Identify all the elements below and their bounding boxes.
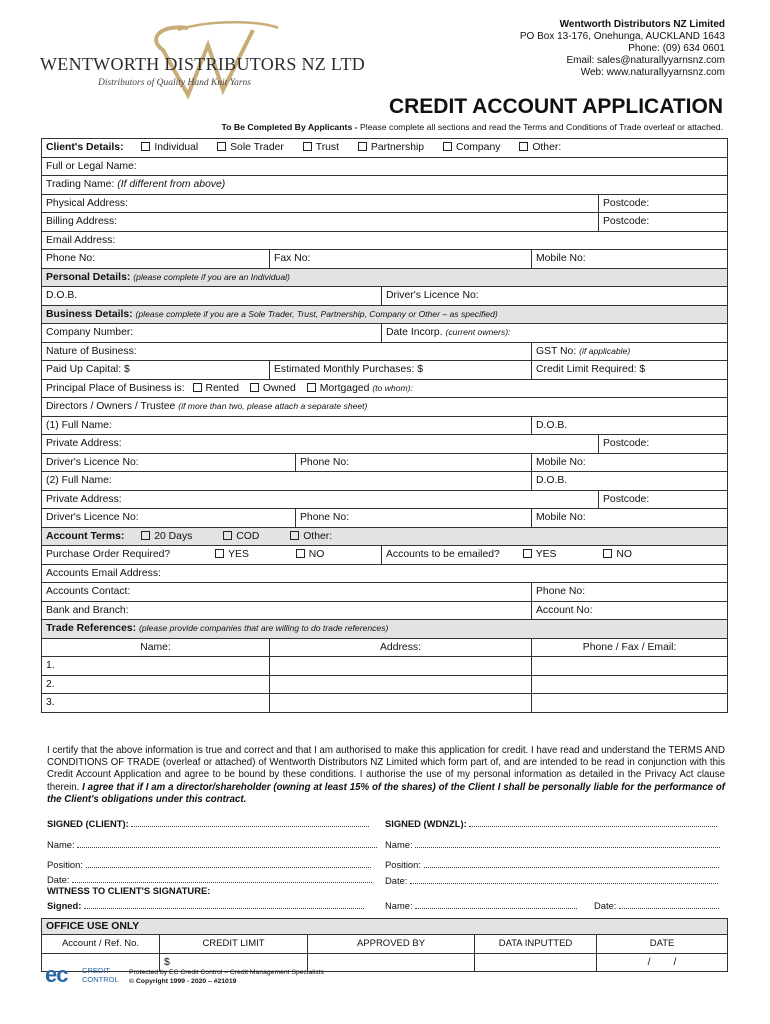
office-col-date-label: DATE [649,938,675,950]
trading-name-field[interactable] [42,176,728,195]
client-option-trust[interactable]: Trust [303,142,339,153]
instructions-bold: To Be Completed By Applicants - [221,122,360,132]
credit-limit-label: Credit Limit Required: $ [536,364,646,376]
director2-postcode-field[interactable] [599,490,728,509]
emailed-yes-checkbox[interactable]: YES [523,549,557,560]
mortgaged-checkbox[interactable]: Mortgaged [307,383,370,394]
physical-postcode-field[interactable] [599,194,728,213]
directors-row [42,398,728,417]
office-data-value[interactable] [475,953,597,972]
trade-ref-1-name[interactable] [42,657,270,676]
account-number-field[interactable] [532,601,728,620]
director1-dob-field[interactable] [532,416,728,435]
director2-licence-field[interactable] [42,509,296,528]
witness-signed-line[interactable] [84,899,364,909]
trade-ref-1-address[interactable] [270,657,532,676]
email-field[interactable] [42,231,728,250]
client-position-label: Position: [47,859,83,870]
office-col-approved-label: APPROVED BY [356,938,426,950]
trading-name-note: (If different from above) [117,179,226,191]
trade-ref-3-address[interactable] [270,694,532,713]
director1-mobile-label: Mobile No: [536,456,586,468]
witness-date-line[interactable] [619,899,719,909]
ec-logo-control: CONTROL [82,975,119,984]
director1-name-label: (1) Full Name: [46,419,112,431]
company-phone: Phone: (09) 634 0601 [628,43,725,54]
signed-wdnzl-label: SIGNED (WDNZL): [385,818,467,829]
office-col-approved [308,935,475,954]
director1-address-field[interactable] [42,435,599,454]
footer-text [129,968,324,986]
client-option-other[interactable]: Other: [519,142,561,153]
office-approved-value[interactable] [308,953,475,972]
trade-ref-1-number: 1. [46,660,55,672]
director1-dob-label: D.O.B. [536,419,568,431]
instructions-text: Please complete all sections and read the Terms and Conditions of Trade overleaf or attached. [360,122,723,132]
client-date-row [47,873,372,885]
company-logo [38,20,366,100]
est-monthly-label: Estimated Monthly Purchases: $ [274,364,424,376]
accounts-email-label: Accounts Email Address: [46,567,161,579]
ec-logo-credit: CREDIT [82,966,110,975]
director2-dob-field[interactable] [532,472,728,491]
trade-ref-1-contact[interactable] [532,657,728,676]
wdnzl-name-label: Name: [385,839,413,850]
wdnzl-date-label: Date: [385,875,408,886]
witness-signed-label: Signed: [47,900,82,911]
certification-text [47,745,725,806]
director2-address-label: Private Address: [46,493,122,505]
director2-mobile-label: Mobile No: [536,512,586,524]
signed-wdnzl-line[interactable] [469,817,717,827]
form-title: CREDIT ACCOUNT APPLICATION [388,95,723,118]
client-position-line[interactable] [86,858,371,868]
director1-phone-field[interactable] [296,453,532,472]
witness-date-row [594,899,719,911]
office-use-label: OFFICE USE ONLY [46,921,140,932]
trade-ref-3-name[interactable] [42,694,270,713]
account-number-label: Account No: [536,604,593,616]
company-address: PO Box 13-176, Onehunga, AUCKLAND 1643 [519,31,725,42]
witness-name-row [385,899,577,911]
trade-ref-2-contact[interactable] [532,675,728,694]
po-required-label: Purchase Order Required? [46,549,171,561]
signed-client-label: SIGNED (CLIENT): [47,818,129,829]
billing-address-label: Billing Address: [46,216,118,228]
footer-line-1: Protected by EC Credit Control – Credit Management Specialists [129,969,324,976]
signed-client-line[interactable] [131,817,369,827]
billing-address-field[interactable] [42,213,599,232]
bank-branch-field[interactable] [42,601,532,620]
trade-ref-2-address[interactable] [270,675,532,694]
certification-body: I certify that the above information is true and correct and that I am authorised to make this application for credit. I have read and understand the TERMS AND CONDITIONS OF TRADE (overleaf or attached) of Wentworth Distributors NZ Limited which form part of, and are intended to be read in conjunction with this Credit Account Application and agree to be bound by these conditions. I authorise the use of my personal information as detailed in the Privacy Act clause therein. [47,745,725,793]
personal-dob-field[interactable] [42,287,382,306]
office-col-data [475,935,597,954]
trade-col-name-label: Name: [140,641,171,653]
date-incorp-note: (current owners): [445,327,511,338]
terms-other-checkbox[interactable]: Other: [290,531,332,542]
business-note: (please complete if you are a Sole Trader, Trust, Partnership, Company or Other – as specified) [135,308,498,319]
director1-address-label: Private Address: [46,438,122,450]
trade-col-address-label: Address: [379,641,421,653]
office-col-data-label: DATA INPUTTED [498,938,573,950]
personal-label: Personal Details: [46,271,131,283]
trade-ref-3-contact[interactable] [532,694,728,713]
office-use-header [42,919,728,935]
date-incorp-field[interactable] [382,324,728,343]
full-name-field[interactable] [42,157,728,176]
trade-ref-2-name[interactable] [42,675,270,694]
logo-tagline: Distributors of Quality Hand Knit Yarns [98,78,251,88]
trade-refs-note: (please provide companies that are willing to do trade references) [139,623,389,634]
terms-cod-checkbox[interactable]: COD [223,531,259,542]
client-name-label: Name: [47,839,75,850]
director2-phone-field[interactable] [296,509,532,528]
directors-label: Directors / Owners / Trustee [46,401,176,413]
director1-mobile-field[interactable] [532,453,728,472]
fax-field[interactable] [270,250,532,269]
wdnzl-name-row [385,838,720,850]
trade-ref-2-number: 2. [46,678,55,690]
client-type-row [42,139,728,158]
client-position-row [47,858,371,870]
trade-col-name [42,638,270,657]
nature-label: Nature of Business: [46,345,137,357]
wdnzl-date-line[interactable] [410,874,718,884]
trade-refs-header-row [42,620,728,639]
personal-note: (please complete if you are an Individual) [133,271,290,282]
client-date-label: Date: [47,874,70,885]
personal-licence-field[interactable] [382,287,728,306]
office-col-account-label: Account / Ref. No. [61,938,140,950]
directors-note: (if more than two, please attach a separate sheet) [178,401,368,412]
trade-ref-3-number: 3. [46,697,55,709]
personal-licence-label: Driver's Licence No: [386,290,479,302]
accounts-phone-field[interactable] [532,583,728,602]
gst-note: (if applicable) [579,345,631,356]
personal-dob-label: D.O.B. [46,290,78,302]
owned-checkbox[interactable]: Owned [250,383,296,394]
wdnzl-position-label: Position: [385,859,421,870]
physical-postcode-label: Postcode: [603,197,650,209]
emailed-no-checkbox[interactable]: NO [603,549,632,560]
accounts-emailed-row [382,546,728,565]
client-option-individual[interactable]: Individual [141,142,198,153]
client-option-partnership[interactable]: Partnership [358,142,424,153]
office-date-value[interactable] [597,953,728,972]
director2-address-field[interactable] [42,490,599,509]
ec-logo-mark: ec [45,962,68,987]
company-number-label: Company Number: [46,327,134,339]
email-label: Email Address: [46,234,116,246]
trade-refs-label: Trade References: [46,623,137,635]
director2-licence-label: Driver's Licence No: [46,512,139,524]
company-name: Wentworth Distributors NZ Limited [559,19,725,30]
director2-phone-label: Phone No: [300,512,350,524]
director1-postcode-label: Postcode: [603,438,650,450]
client-option-company[interactable]: Company [443,142,500,153]
phone-field[interactable] [42,250,270,269]
date-incorp-label: Date Incorp. [386,327,443,339]
po-required-row [42,546,382,565]
signed-client-row [47,817,369,829]
rented-checkbox[interactable]: Rented [193,383,240,394]
director1-postcode-field[interactable] [599,435,728,454]
accounts-contact-field[interactable] [42,583,532,602]
account-terms-row [42,527,728,546]
po-no-checkbox[interactable]: NO [296,549,325,560]
credit-limit-field[interactable] [532,361,728,380]
main-form [41,138,728,713]
instructions [221,122,723,132]
director2-postcode-label: Postcode: [603,493,650,505]
witness-signed-row [47,899,364,911]
company-number-field[interactable] [42,324,382,343]
terms-20-days-checkbox[interactable]: 20 Days [141,531,192,542]
personal-header-row [42,268,728,287]
director1-licence-label: Driver's Licence No: [46,456,139,468]
accounts-phone-label: Phone No: [536,586,586,598]
footer-line-2: © Copyright 1999 - 2020 – #21019 [129,978,237,985]
accounts-contact-label: Accounts Contact: [46,586,131,598]
nature-field[interactable] [42,342,532,361]
witness-name-label: Name: [385,900,413,911]
office-date-slashes: / / [647,956,677,968]
signed-wdnzl-row [385,817,717,829]
witness-name-line[interactable] [415,899,577,909]
office-col-credit [160,935,308,954]
director1-name-field[interactable] [42,416,532,435]
billing-postcode-label: Postcode: [603,216,650,228]
client-option-sole-trader[interactable]: Sole Trader [217,142,284,153]
wdnzl-date-row [385,874,718,886]
trade-col-contact [532,638,728,657]
office-col-account [42,935,160,954]
accounts-emailed-label: Accounts to be emailed? [386,549,500,561]
capital-label: Paid Up Capital: $ [46,364,130,376]
gst-label: GST No: [536,345,577,357]
account-terms-label: Account Terms: [46,530,125,542]
gst-field[interactable] [532,342,728,361]
director2-name-label: (2) Full Name: [46,475,112,487]
director2-dob-label: D.O.B. [536,475,568,487]
physical-address-label: Physical Address: [46,197,129,209]
physical-address-field[interactable] [42,194,599,213]
business-header-row [42,305,728,324]
director1-phone-label: Phone No: [300,456,350,468]
mobile-field[interactable] [532,250,728,269]
po-yes-checkbox[interactable]: YES [215,549,249,560]
phone-label: Phone No: [46,253,96,265]
business-label: Business Details: [46,308,133,320]
wdnzl-position-line[interactable] [424,858,719,868]
witness-label: WITNESS TO CLIENT'S SIGNATURE: [47,885,211,896]
client-name-row [47,838,377,850]
trade-col-contact-label: Phone / Fax / Email: [582,641,677,653]
accounts-email-field[interactable] [42,564,728,583]
client-date-line[interactable] [72,873,372,883]
office-use-table [41,918,728,972]
est-monthly-field[interactable] [270,361,532,380]
trading-name-label: Trading Name: [46,179,115,191]
office-col-date [597,935,728,954]
capital-field[interactable] [42,361,270,380]
principal-place-row [42,379,728,398]
director1-licence-field[interactable] [42,453,296,472]
wdnzl-name-line[interactable] [415,838,720,848]
billing-postcode-field[interactable] [599,213,728,232]
office-dollar-sign: $ [164,956,170,968]
director2-mobile-field[interactable] [532,509,728,528]
company-info [520,19,725,79]
director2-name-field[interactable] [42,472,532,491]
mobile-label: Mobile No: [536,253,586,265]
wdnzl-position-row [385,858,719,870]
client-name-line[interactable] [77,838,377,848]
mortgaged-note: (to whom): [372,382,413,393]
trade-col-address [270,638,532,657]
company-web: Web: www.naturallyyarnsnz.com [580,67,725,78]
fax-label: Fax No: [274,253,311,265]
company-email: Email: sales@naturallyyarnsnz.com [566,55,725,66]
client-label: Client's Details: [46,142,124,154]
bank-branch-label: Bank and Branch: [46,604,129,616]
witness-date-label: Date: [594,900,617,911]
office-col-credit-label: CREDIT LIMIT [202,938,265,950]
principal-label: Principal Place of Business is: [46,382,185,394]
full-name-label: Full or Legal Name: [46,160,137,172]
certification-liability: I agree that if I am a director/shareholder (owning at least 15% of the shares) of the Client I shall be personally liable for the performance of the Client's obligations under this contract. [47,781,725,805]
logo-name: WENTWORTH DISTRIBUTORS NZ LTD [40,54,366,74]
